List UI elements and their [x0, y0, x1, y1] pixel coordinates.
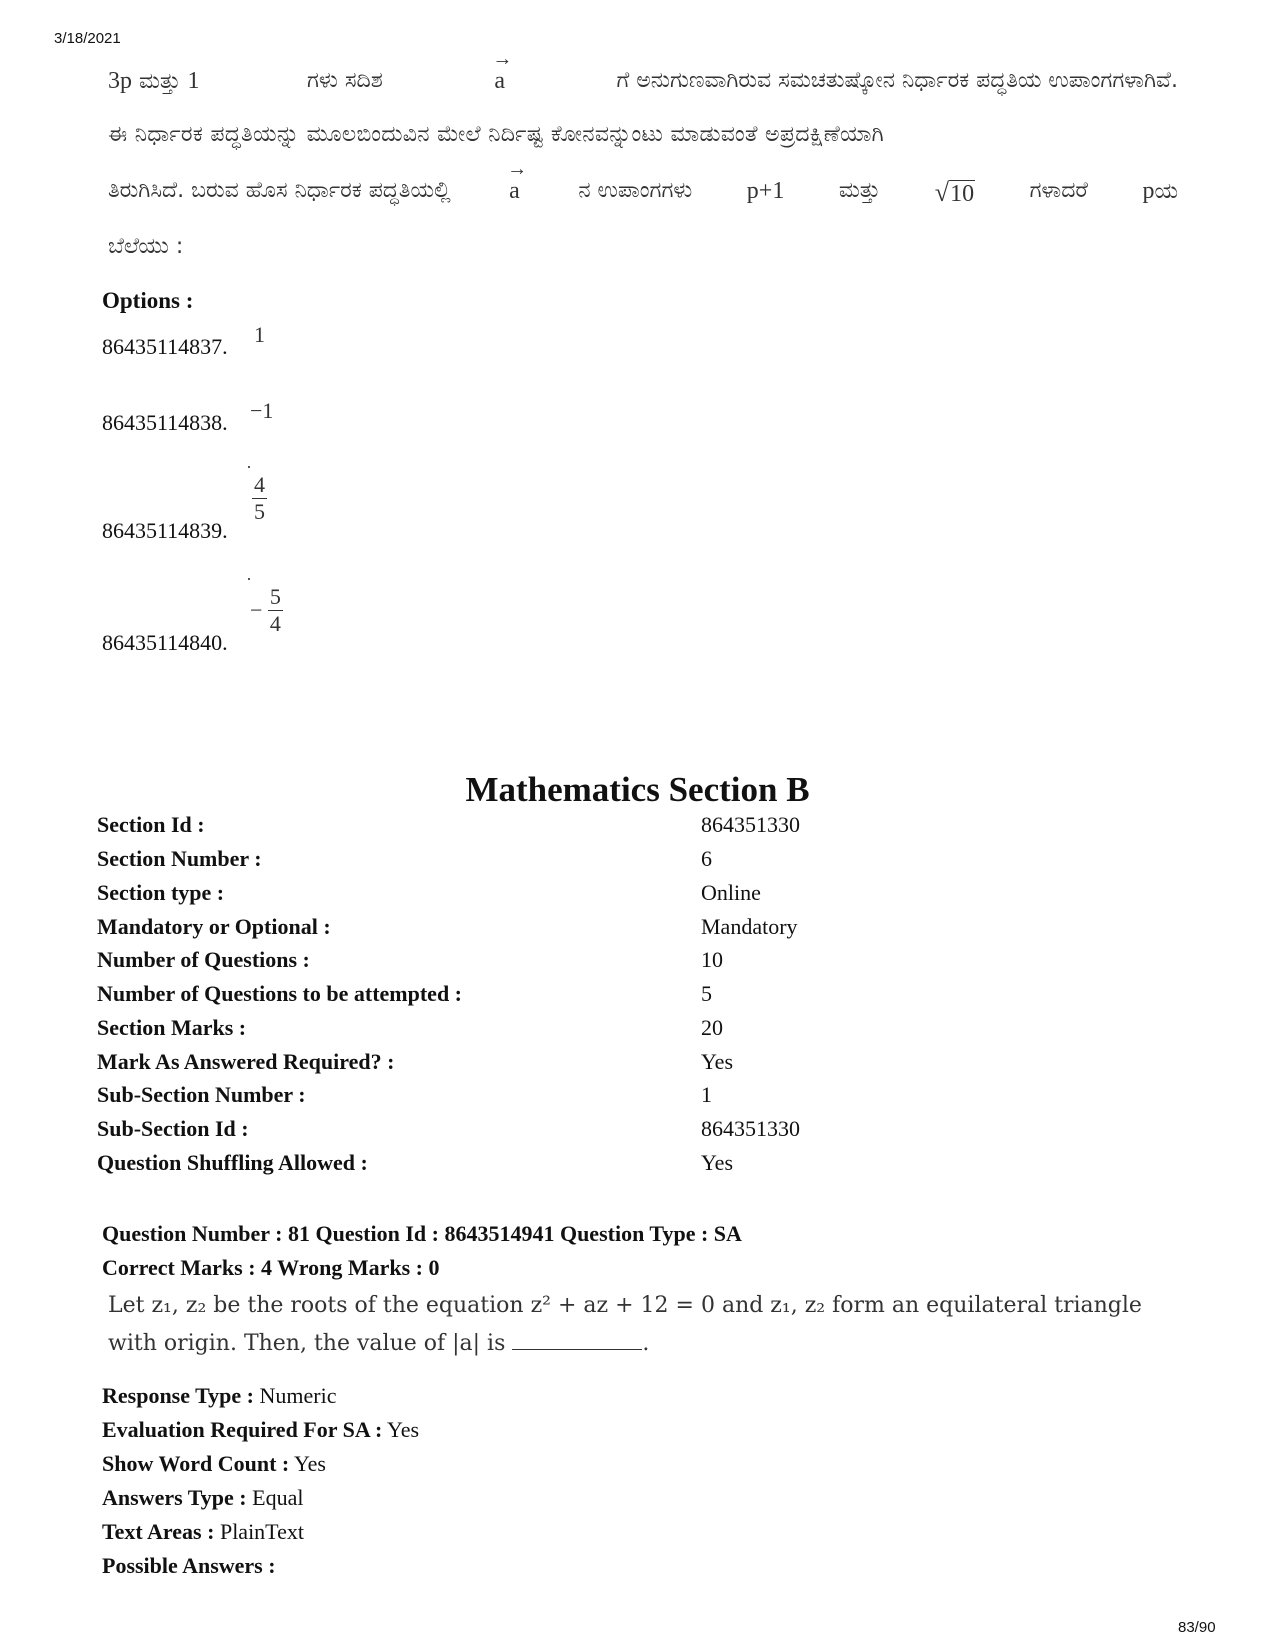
option-id: 86435114840.: [102, 630, 228, 655]
row-label: Number of Questions to be attempted :: [97, 981, 463, 1006]
print-date: 3/18/2021: [54, 30, 121, 47]
row-value: 6: [701, 846, 712, 871]
word: ತಿರುಗಿಸಿದೆ. ಬರುವ ಹೊಸ ನಿರ್ಧಾರಕ ಪದ್ಧತಿಯಲ್ಲಿ: [108, 178, 451, 203]
word: ಗಳಾದರೆ: [1029, 178, 1088, 203]
sqrt-10: √10: [934, 178, 975, 207]
section-row: [97, 914, 1197, 942]
meta-row: [102, 1553, 276, 1579]
row-value: Mandatory: [701, 914, 798, 939]
meta-row: [102, 1519, 304, 1545]
vector-a-letter: a: [494, 68, 505, 94]
vector-a: [492, 48, 513, 95]
section-row: [97, 1150, 1197, 1178]
word: ಮತ್ತು: [139, 69, 181, 94]
row-label: Mandatory or Optional :: [97, 914, 331, 939]
meta-label: Evaluation Required For SA :: [102, 1417, 383, 1442]
section-row: [97, 812, 1197, 840]
option-fraction: [252, 472, 267, 525]
math-1: 1: [187, 68, 200, 94]
row-value: 10: [701, 947, 723, 972]
meta-value: Equal: [252, 1485, 304, 1510]
row-label: Section Id :: [97, 812, 205, 837]
meta-label: Text Areas :: [102, 1519, 215, 1544]
denominator: 4: [269, 611, 281, 636]
question-header: Question Number : 81 Question Id : 8643514941 Question Type : SA: [102, 1221, 742, 1246]
section-row: [97, 1015, 1197, 1043]
row-label: Mark As Answered Required? :: [97, 1049, 395, 1074]
answer-blank: [512, 1349, 642, 1350]
question-text-line-3: [108, 158, 1178, 208]
row-label: Section Marks :: [97, 1015, 247, 1040]
word: ಯ: [1154, 179, 1178, 204]
question-text-line-1: [108, 48, 1178, 95]
vector-a-letter: a: [509, 178, 520, 204]
row-label: Number of Questions :: [97, 947, 310, 972]
word: ಗೆ ಅನುಗುಣವಾಗಿರುವ ಸಮಚತುಷ್ಕೋನ ನಿರ್ಧಾರಕ ಪದ್ಧತಿಯ ಉಪಾಂಗಗಳಾಗಿವೆ.: [616, 68, 1178, 93]
meta-value: Yes: [293, 1451, 326, 1476]
meta-label: Answers Type :: [102, 1485, 247, 1510]
row-value: Yes: [701, 1150, 734, 1175]
section-row: [97, 846, 1197, 874]
option-value: 1: [254, 322, 265, 347]
row-value: 20: [701, 1015, 723, 1040]
word: ಮತ್ತು: [838, 178, 881, 203]
section-row: [97, 1082, 1197, 1110]
row-value: Online: [701, 880, 761, 905]
row-label: Section Number :: [97, 846, 262, 871]
math-p: p: [1142, 178, 1155, 204]
section-row: [97, 947, 1197, 975]
page-number: 83/90: [1178, 1619, 1216, 1636]
word: ಗಳು ಸದಿಶ: [306, 68, 383, 93]
section-row: [97, 880, 1197, 908]
meta-row: [102, 1417, 419, 1443]
option-fraction: [250, 584, 283, 637]
options-label: Options :: [102, 288, 194, 313]
option-id: 86435114839.: [102, 518, 228, 543]
row-value: 5: [701, 981, 712, 1006]
question-text-line-2: ಈ ನಿರ್ಧಾರಕ ಪದ್ಧತಿಯನ್ನು ಮೂಲಬಿಂದುವಿನ ಮೇಲೆ ನಿರ್ದಿಷ್ಟ ಕೋನವನ್ನುಂಟು ಮಾಡುವಂತೆ ಅಪ್ರದಕ್ಷಿಣೆಯಾಗಿ: [108, 122, 885, 147]
meta-value: Yes: [387, 1417, 420, 1442]
question-text-line-2: [108, 1331, 1178, 1356]
meta-label: Response Type :: [102, 1383, 254, 1408]
dot-mark: [248, 466, 250, 468]
row-value: 1: [701, 1082, 712, 1107]
word: ನ ಉಪಾಂಗಗಳು: [578, 178, 693, 203]
section-row: [97, 981, 1197, 1009]
question-marks: Correct Marks : 4 Wrong Marks : 0: [102, 1255, 440, 1280]
meta-value: PlainText: [219, 1519, 304, 1544]
math-p-plus-1: p+1: [746, 178, 785, 204]
row-value: 864351330: [701, 1116, 800, 1141]
option-id: 86435114838.: [102, 410, 228, 435]
denominator: 5: [254, 499, 265, 524]
vector-a: [507, 158, 528, 208]
meta-row: [102, 1485, 303, 1511]
section-row: [97, 1049, 1197, 1077]
question-text: with origin. Then, the value of |a| is: [108, 1331, 506, 1356]
math-3p: 3p: [108, 68, 132, 94]
question-text-line-4: ಬೆಲೆಯು :: [108, 234, 184, 259]
vector-arrow-icon: →: [507, 158, 528, 180]
sign: −: [250, 597, 263, 623]
row-label: Question Shuffling Allowed :: [97, 1150, 368, 1175]
row-value: Yes: [701, 1049, 734, 1074]
dot-mark: [248, 578, 250, 580]
section-row: [97, 1116, 1197, 1144]
meta-row: [102, 1383, 336, 1409]
meta-row: [102, 1451, 326, 1477]
numerator: 5: [269, 584, 281, 609]
option-id: 86435114837.: [102, 334, 228, 359]
sqrt-radicand: 10: [950, 181, 975, 207]
row-label: Section type :: [97, 880, 225, 905]
meta-value: Numeric: [259, 1383, 337, 1408]
section-title: Mathematics Section B: [465, 770, 810, 809]
meta-label: Possible Answers :: [102, 1553, 276, 1578]
row-label: Sub-Section Number :: [97, 1082, 306, 1107]
meta-label: Show Word Count :: [102, 1451, 290, 1476]
vector-arrow-icon: →: [492, 48, 513, 70]
row-label: Sub-Section Id :: [97, 1116, 249, 1141]
question-text-line-1: Let z₁, z₂ be the roots of the equation z² + az + 12 = 0 and z₁, z₂ form an equilateral triangle: [108, 1293, 1142, 1318]
numerator: 4: [254, 472, 265, 497]
option-value: −1: [250, 398, 274, 423]
period: .: [642, 1331, 650, 1356]
row-value: 864351330: [701, 812, 800, 837]
